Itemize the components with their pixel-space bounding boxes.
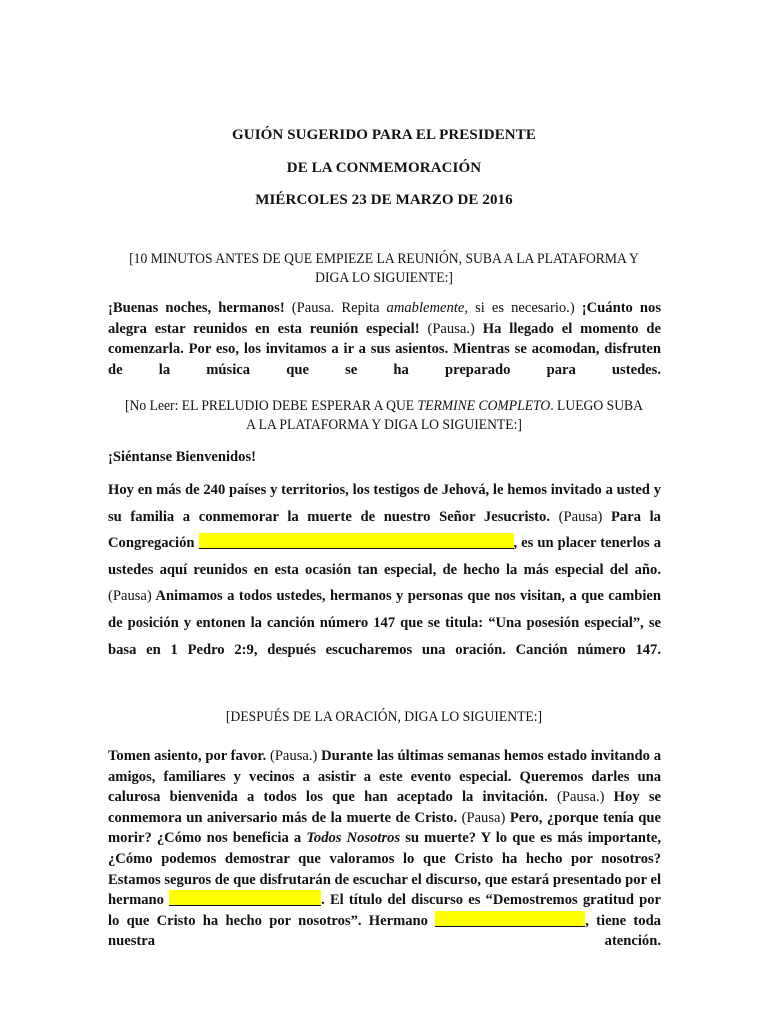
pause-note: (Pausa.): [427, 320, 475, 337]
pause-note: (Pausa.): [557, 789, 605, 806]
title-line-3: MIÉRCOLES 23 DE MARZO DE 2016: [255, 192, 513, 208]
pause-note: (Pausa): [558, 508, 603, 525]
speaker-name-blank-2[interactable]: [435, 911, 585, 927]
pause-note: (Pausa): [108, 588, 152, 605]
stage-note-3: [DESPUÉS DE LA ORACIÓN, DIGA LO SIGUIENTE:]: [225, 709, 543, 725]
sentence-text: Durante las últimas semanas hemos estado invitando a amigos, familiares y vecinos a asistir a este evento especial. Queremos darles una calurosa bienvenida a todos los que han aceptado la invitación.: [108, 748, 661, 806]
sentence-text: Pero, ¿porque tenía que morir? ¿Cómo nos beneficia a: [108, 809, 661, 847]
emphasis-text: Todos Nosotros: [306, 830, 401, 847]
sentence-text: . El título del discurso es “Demostremos gratitud por lo que Cristo ha hecho por nosotros”. Hermano: [108, 892, 662, 929]
stage-note-1: [10 MINUTOS ANTES DE QUE EMPIEZE LA REUNIÓN, SUBA A LA PLATAFORMA Y DIGA LO SIGUIENTE:]: [129, 251, 639, 286]
congregation-name-blank[interactable]: [199, 533, 514, 549]
sentence-text: su muerte? Y lo que es más importante, ¿Cómo podemos demostrar que valoramos lo que Cristo ha hecho por nosotros? Estamos seguros de que disfrutarán de escuchar el discurso, que estará presentado por el hermano: [108, 830, 661, 909]
paragraph-introduction: [108, 477, 661, 663]
speaker-name-blank[interactable]: [169, 890, 321, 906]
title-line-1: GUIÓN SUGERIDO PARA EL PRESIDENTE: [232, 127, 536, 143]
stage-note-2: [No Leer: EL PRELUDIO DEBE ESPERAR A QUE TERMINE COMPLETO. LUEGO SUBA A LA PLATAFORMA Y DIGA LO SIGUIENTE:]: [125, 398, 643, 433]
sentence-text: ¡Cuánto nos alegra estar reunidos en esta reunión especial!: [108, 300, 662, 337]
sentence-text: Para la Congregación: [108, 508, 661, 552]
paragraph-after-prayer: [108, 746, 661, 952]
pause-note: (Pausa): [461, 809, 506, 826]
title-line-2: DE LA CONMEMORACIÓN: [286, 160, 482, 176]
sentence-text: Animamos a todos ustedes, hermanos y personas que nos visitan, a que cambien de posición y entonen la canción número 147 que se titula: “Una posesión especial”, se basa en 1 Pedro 2:9, después escucharemos una oración. Canción número 147.: [108, 588, 661, 658]
paragraph-greeting: [108, 298, 661, 381]
greeting-text: ¡Buenas noches, hermanos!: [108, 300, 285, 316]
pause-note: (Pausa.): [269, 748, 318, 764]
sentence-text: , es un placer tenerlos a ustedes aquí reunidos en esta ocasión tan especial, de hecho la más especial del año.: [108, 535, 661, 578]
sentence-text: Hoy se conmemora un aniversario más de la muerte de Cristo.: [108, 789, 661, 826]
welcome-line: ¡Siéntanse Bienvenidos!: [108, 449, 256, 465]
sentence-text: , tiene toda nuestra atención.: [108, 912, 661, 950]
sentence-text: Tomen asiento, por favor.: [108, 748, 267, 764]
pause-note: (Pausa. Repita amablemente, si es necesario.): [291, 300, 575, 316]
sentence-text: Hoy en más de 240 países y territorios, los testigos de Jehová, le hemos invitado a usted y su familia a conmemorar la muerte de nuestro Señor Jesucristo.: [108, 482, 661, 525]
sentence-text: Ha llegado el momento de comenzarla. Por eso, los invitamos a ir a sus asientos. Mientras se acomodan, disfruten de la música que se ha preparado para ustedes.: [108, 320, 662, 379]
